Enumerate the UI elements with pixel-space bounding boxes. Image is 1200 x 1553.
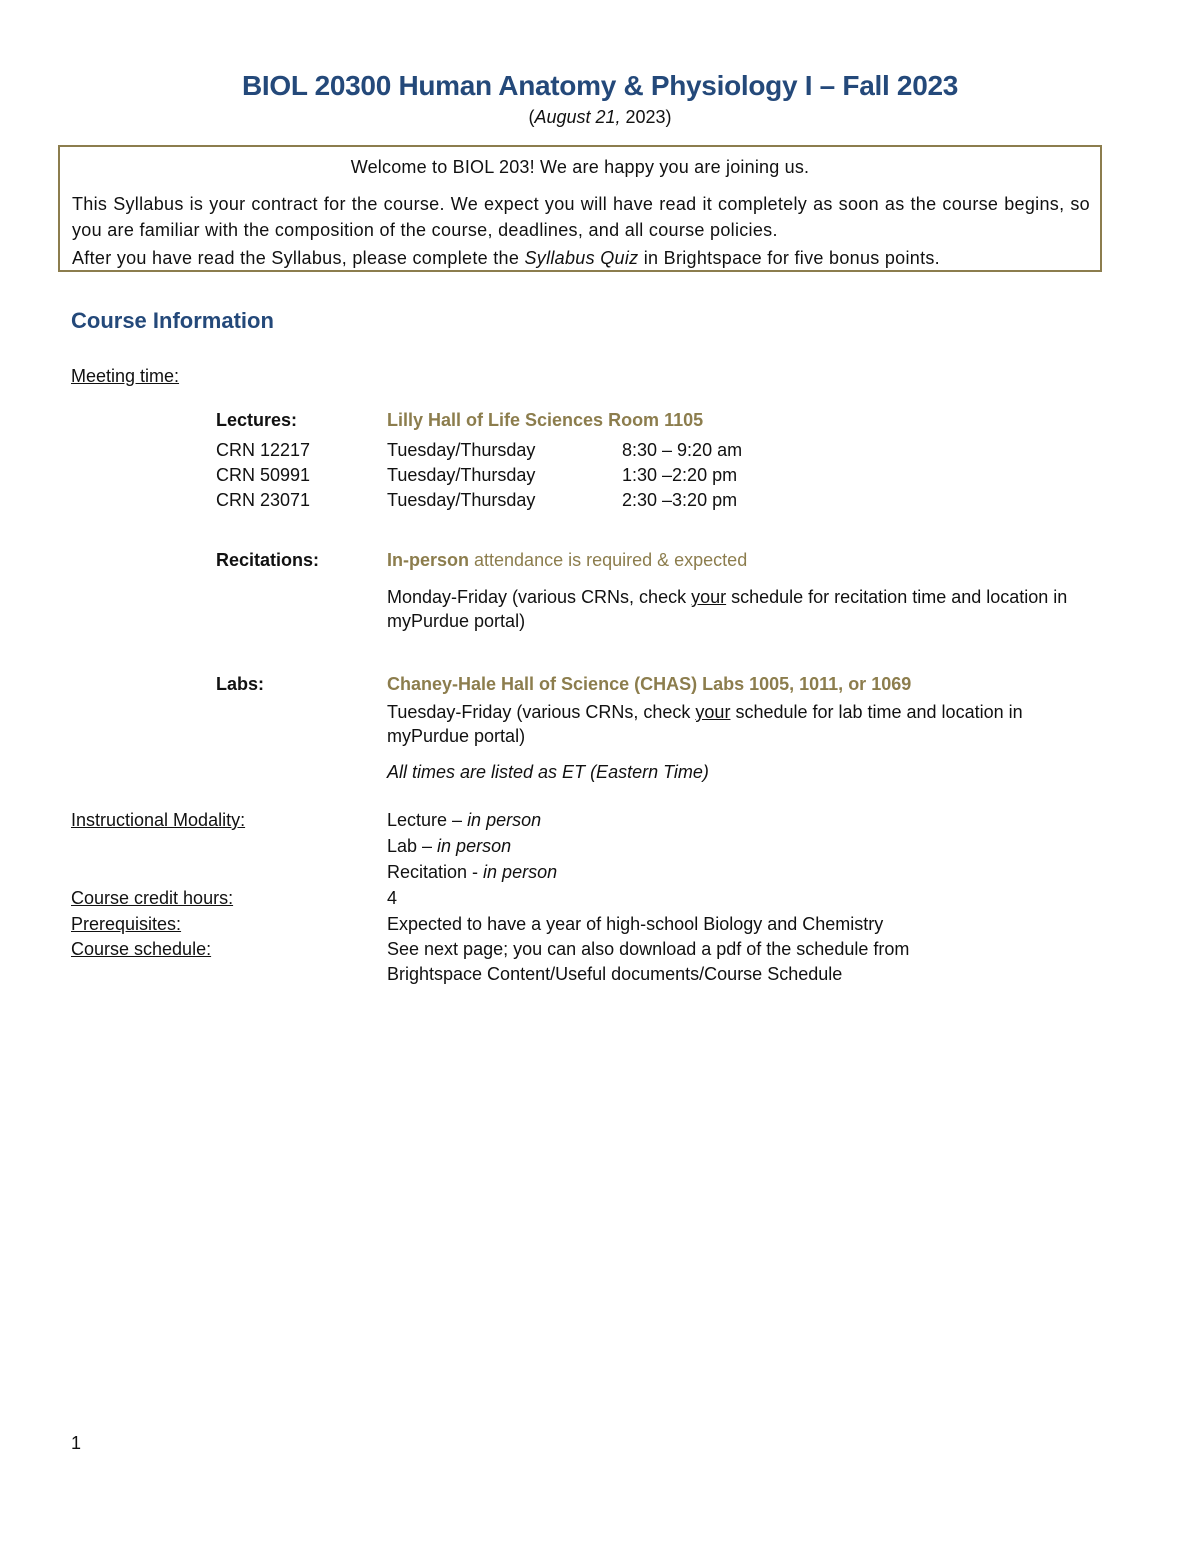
- course-schedule-line1: See next page; you can also download a pdf of the schedule from: [387, 939, 910, 959]
- course-information-heading: Course Information: [71, 308, 274, 333]
- labs-location: Chaney-Hale Hall of Science (CHAS) Labs 1005, 1011, or 1069: [387, 674, 912, 694]
- lecture-time: 8:30 – 9:20 am: [622, 440, 743, 460]
- meeting-time-label: Meeting time:: [71, 366, 180, 386]
- labs-label: Labs:: [216, 674, 265, 694]
- modality-item: Recitation - in person: [387, 862, 558, 882]
- instructional-modality-label: Instructional Modality:: [71, 810, 246, 830]
- times-note: All times are listed as ET (Eastern Time): [387, 762, 709, 782]
- course-schedule-line2: Brightspace Content/Useful documents/Course Schedule: [387, 964, 843, 984]
- lecture-time: 2:30 –3:20 pm: [622, 490, 738, 510]
- modality-item: Lab – in person: [387, 836, 512, 856]
- modality-item: Lecture – in person: [387, 810, 542, 830]
- lecture-days: Tuesday/Thursday: [387, 465, 536, 485]
- credit-hours-label: Course credit hours:: [71, 888, 234, 908]
- syllabus-notice: This Syllabus is your contract for the course. We expect you will have read it completely as soon as the course begins, so you are familiar with the composition of the course, deadlines, and all course policies. After you have read the Syllabus, please complete the Syllabus Quiz in Brightspace for five bonus points.: [72, 194, 1090, 268]
- lecture-crn: CRN 23071: [216, 490, 311, 510]
- prerequisites-label: Prerequisites:: [71, 914, 182, 934]
- course-schedule-label: Course schedule:: [71, 939, 212, 959]
- lecture-days: Tuesday/Thursday: [387, 490, 536, 510]
- document-title: BIOL 20300 Human Anatomy & Physiology I – Fall 2023: [241, 70, 959, 101]
- prerequisites-value: Expected to have a year of high-school Biology and Chemistry: [387, 914, 884, 934]
- lecture-crn: CRN 50991: [216, 465, 311, 485]
- welcome-box: [58, 145, 1102, 272]
- recitations-attendance: In-person attendance is required & expected: [387, 550, 748, 570]
- welcome-line: Welcome to BIOL 203! We are happy you are joining us.: [350, 157, 810, 177]
- credit-hours-value: 4: [387, 888, 398, 908]
- lecture-days: Tuesday/Thursday: [387, 440, 536, 460]
- lecture-crn: CRN 12217: [216, 440, 311, 460]
- syllabus-quiz-ref: Syllabus Quiz: [524, 248, 639, 268]
- lectures-location: Lilly Hall of Life Sciences Room 1105: [387, 410, 704, 430]
- lectures-label: Lectures:: [216, 410, 298, 430]
- recitations-description: Monday-Friday (various CRNs, check your schedule for recitation time and location in myPurdue portal): [387, 587, 1068, 631]
- document-date: (August 21, 2023): [528, 107, 672, 127]
- page-number: 1: [71, 1433, 82, 1453]
- lecture-time: 1:30 –2:20 pm: [622, 465, 738, 485]
- recitations-label: Recitations:: [216, 550, 320, 570]
- labs-description: Tuesday-Friday (various CRNs, check your schedule for lab time and location in myPurdue portal): [387, 702, 1023, 746]
